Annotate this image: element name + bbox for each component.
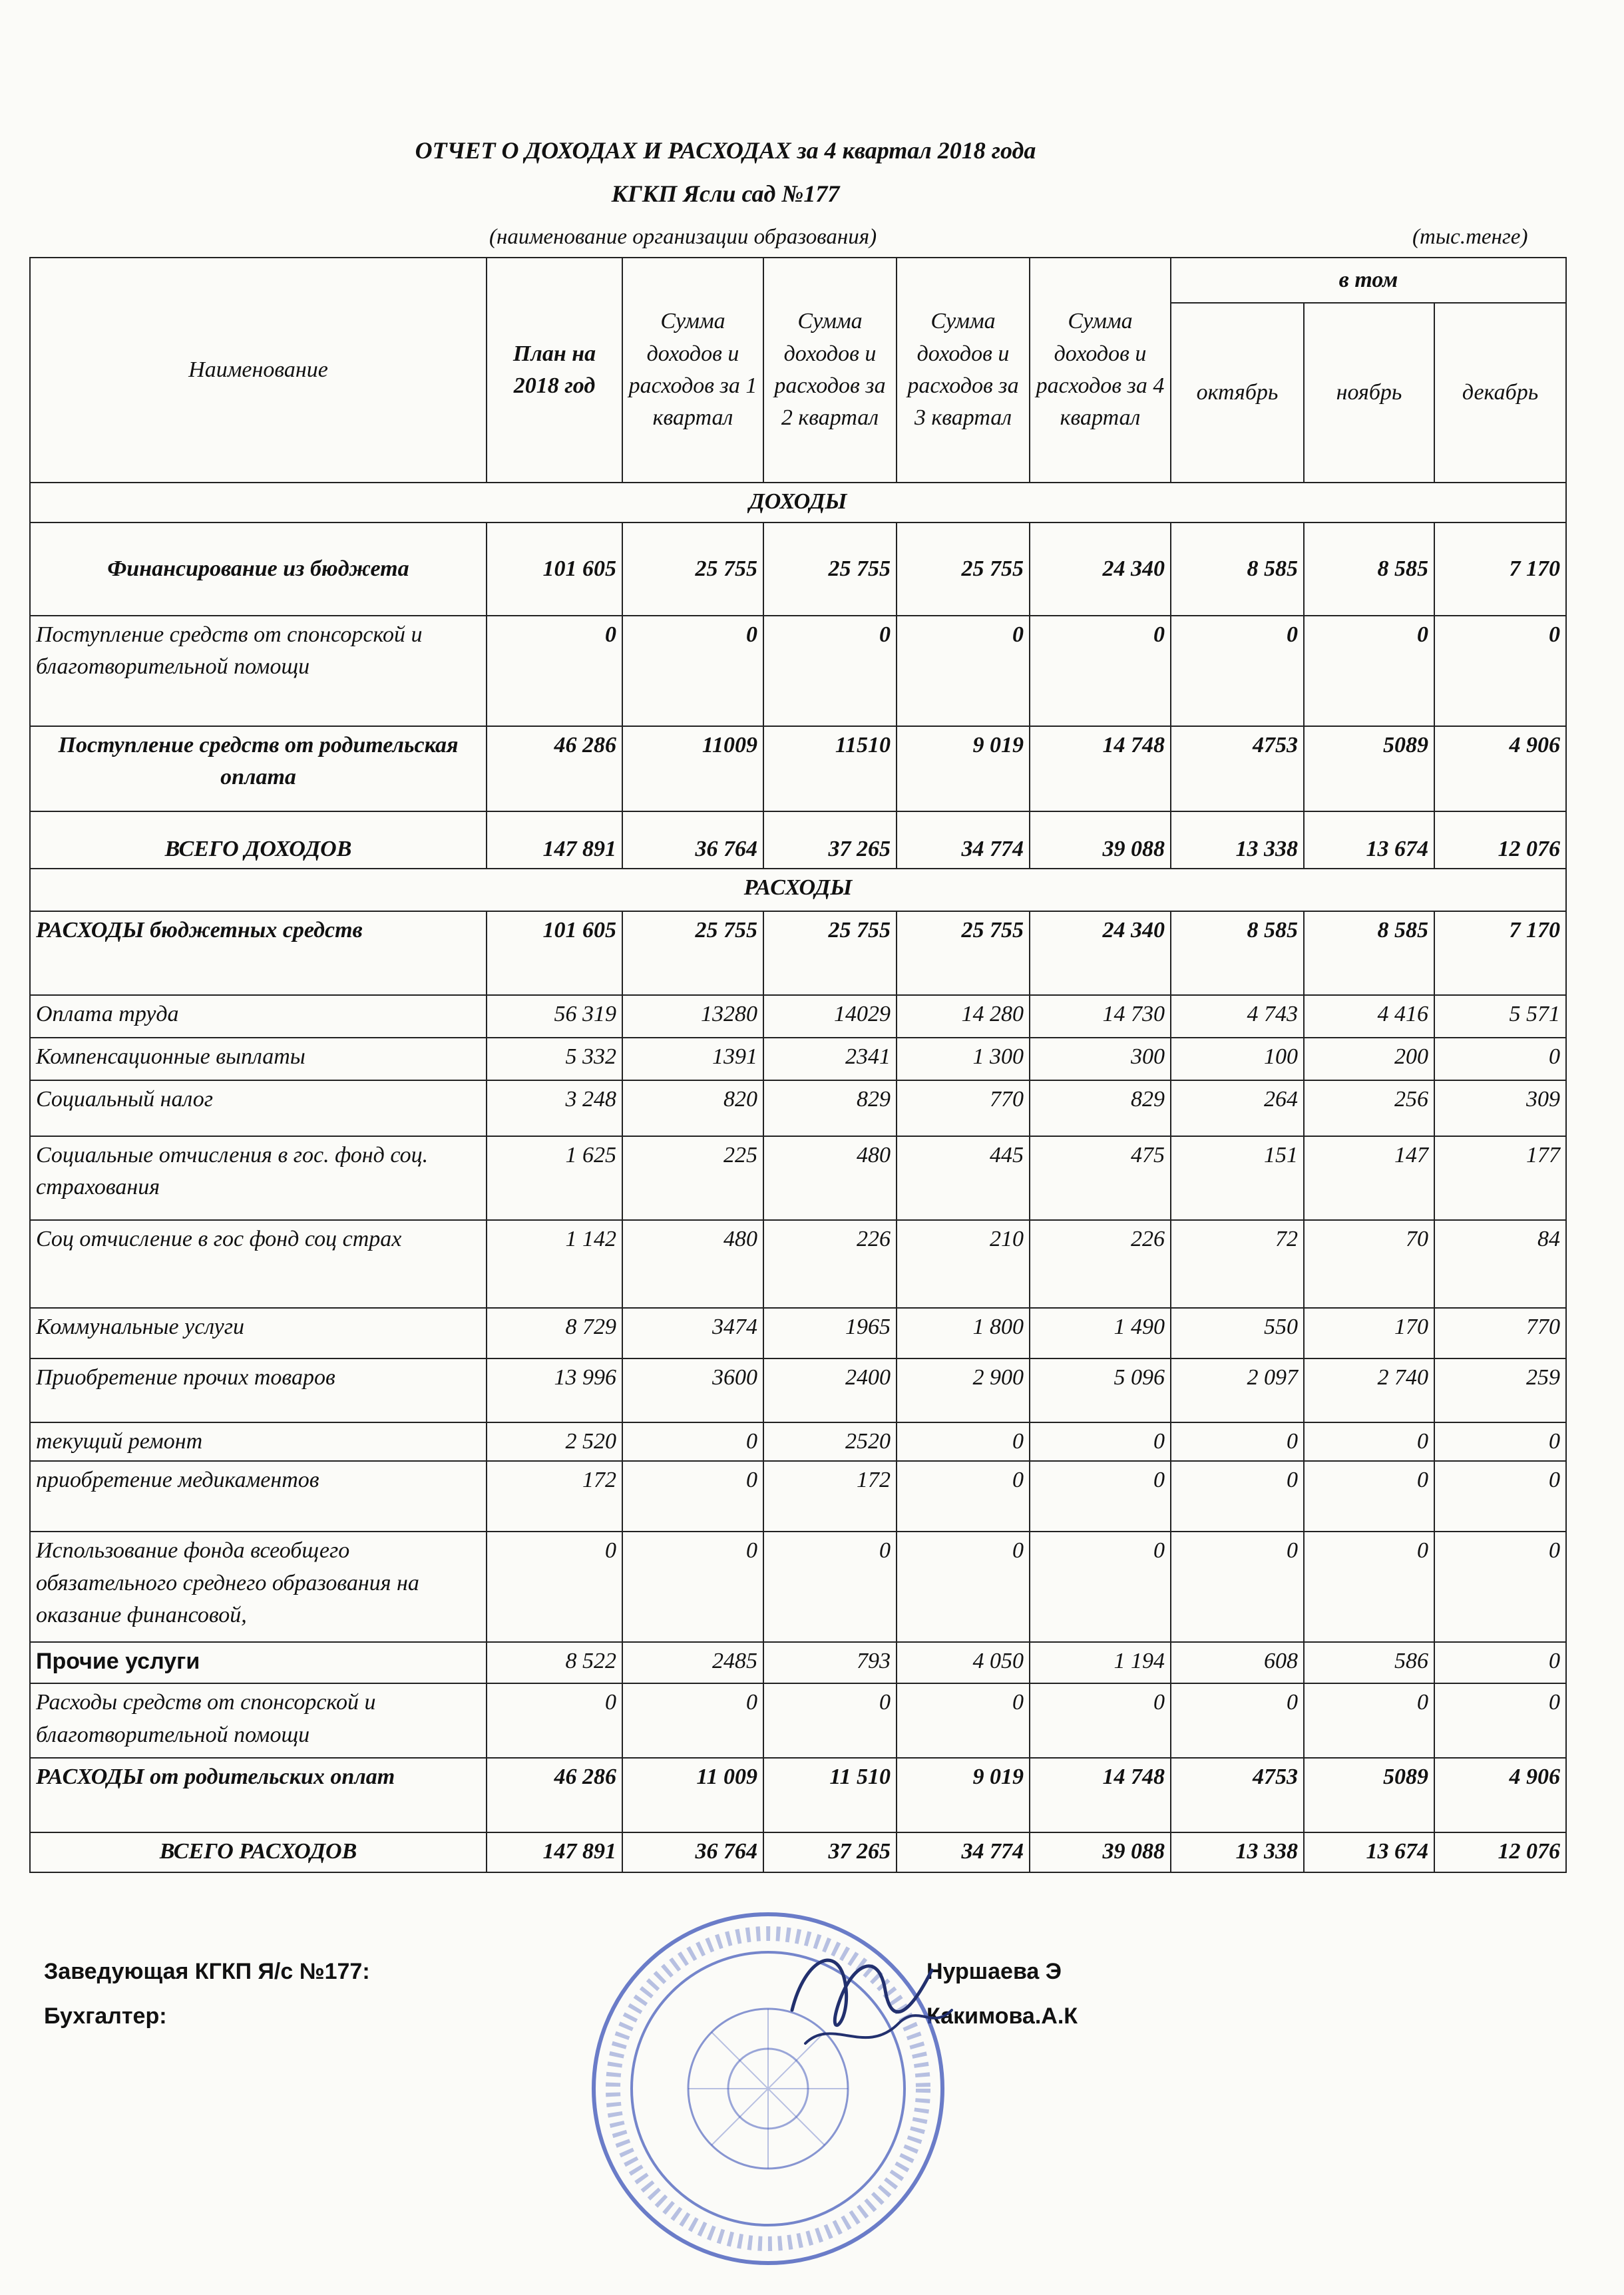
cell: 2 520 xyxy=(487,1422,622,1461)
table-row xyxy=(30,811,1566,869)
cell: 475 xyxy=(1030,1136,1171,1220)
cell: 13 674 xyxy=(1304,1832,1434,1872)
cell: 0 xyxy=(1434,1422,1566,1461)
cell: 3 248 xyxy=(487,1080,622,1136)
cell: 0 xyxy=(1030,1683,1171,1758)
units-label: (тыс.тенге) xyxy=(1412,225,1528,249)
cell: 0 xyxy=(487,616,622,726)
head-name: Нуршаева Э xyxy=(926,1959,1062,1984)
head-signature-label: Заведующая КГКП Я/с №177: xyxy=(44,1959,370,1984)
cell: 0 xyxy=(1434,1642,1566,1683)
cell: 770 xyxy=(1434,1308,1566,1358)
cell: 0 xyxy=(897,616,1030,726)
cell: 7 170 xyxy=(1434,911,1566,995)
table-row xyxy=(30,1758,1566,1832)
cell: 2 900 xyxy=(897,1358,1030,1422)
cell: 550 xyxy=(1171,1308,1304,1358)
row-name: Социальный налог xyxy=(30,1080,487,1136)
income-expense-table xyxy=(29,257,1567,1873)
cell: 0 xyxy=(897,1461,1030,1532)
cell: 0 xyxy=(1030,1461,1171,1532)
cell: 4 416 xyxy=(1304,995,1434,1038)
table-row xyxy=(30,1532,1566,1642)
cell: 3474 xyxy=(622,1308,763,1358)
cell: 25 755 xyxy=(763,522,897,616)
table-row xyxy=(30,1220,1566,1308)
cell: 0 xyxy=(763,616,897,726)
cell: 13 338 xyxy=(1171,1832,1304,1872)
handwritten-signature-icon xyxy=(765,1930,965,2063)
cell: 177 xyxy=(1434,1136,1566,1220)
cell: 4753 xyxy=(1171,726,1304,811)
row-name: Прочие услуги xyxy=(30,1642,487,1683)
accountant-name: Какимова.А.К xyxy=(926,2003,1078,2029)
cell: 37 265 xyxy=(763,1832,897,1872)
cell: 309 xyxy=(1434,1080,1566,1136)
cell: 480 xyxy=(763,1136,897,1220)
cell: 0 xyxy=(1171,1461,1304,1532)
cell: 37 265 xyxy=(763,811,897,869)
cell: 170 xyxy=(1304,1308,1434,1358)
cell: 1 142 xyxy=(487,1220,622,1308)
cell: 8 585 xyxy=(1171,911,1304,995)
cell: 259 xyxy=(1434,1358,1566,1422)
cell: 0 xyxy=(897,1683,1030,1758)
cell: 5 096 xyxy=(1030,1358,1171,1422)
cell: 2 740 xyxy=(1304,1358,1434,1422)
cell: 480 xyxy=(622,1220,763,1308)
cell: 34 774 xyxy=(897,811,1030,869)
table-row xyxy=(30,1308,1566,1358)
col-header-oct: октябрь xyxy=(1171,303,1304,483)
cell: 25 755 xyxy=(897,522,1030,616)
table-row xyxy=(30,1832,1566,1872)
cell: 0 xyxy=(1030,1532,1171,1642)
table-row xyxy=(30,616,1566,726)
cell: 2 097 xyxy=(1171,1358,1304,1422)
cell: 8 585 xyxy=(1304,522,1434,616)
cell: 2400 xyxy=(763,1358,897,1422)
table-row xyxy=(30,1136,1566,1220)
row-name: ВСЕГО РАСХОДОВ xyxy=(30,1832,487,1872)
row-name: ВСЕГО ДОХОДОВ xyxy=(30,811,487,869)
cell: 0 xyxy=(897,1422,1030,1461)
cell: 172 xyxy=(487,1461,622,1532)
row-name: Приобретение прочих товаров xyxy=(30,1358,487,1422)
cell: 0 xyxy=(1030,616,1171,726)
cell: 829 xyxy=(1030,1080,1171,1136)
cell: 0 xyxy=(487,1532,622,1642)
cell: 101 605 xyxy=(487,911,622,995)
row-name: приобретение медикаментов xyxy=(30,1461,487,1532)
cell: 36 764 xyxy=(622,811,763,869)
col-header-nov: ноябрь xyxy=(1304,303,1434,483)
cell: 14 730 xyxy=(1030,995,1171,1038)
row-name: Использование фонда всеобщего обязательного среднего образования на оказание финансовой, xyxy=(30,1532,487,1642)
cell: 2341 xyxy=(763,1038,897,1080)
cell: 0 xyxy=(1304,1683,1434,1758)
cell: 11 510 xyxy=(763,1758,897,1832)
col-header-q4: Сумма доходов и расходов за 4 квартал xyxy=(1030,258,1171,483)
cell: 147 891 xyxy=(487,811,622,869)
cell: 24 340 xyxy=(1030,522,1171,616)
table-row xyxy=(30,1461,1566,1532)
cell: 172 xyxy=(763,1461,897,1532)
table-row xyxy=(30,1038,1566,1080)
cell: 586 xyxy=(1304,1642,1434,1683)
cell: 0 xyxy=(1434,1683,1566,1758)
cell: 256 xyxy=(1304,1080,1434,1136)
cell: 4753 xyxy=(1171,1758,1304,1832)
cell: 264 xyxy=(1171,1080,1304,1136)
cell: 25 755 xyxy=(622,522,763,616)
row-name: Социальные отчисления в гос. фонд соц. страхования xyxy=(30,1136,487,1220)
cell: 7 170 xyxy=(1434,522,1566,616)
organization-name: КГКП Ясли сад №177 xyxy=(611,180,840,207)
cell: 0 xyxy=(1434,616,1566,726)
cell: 151 xyxy=(1171,1136,1304,1220)
cell: 0 xyxy=(1171,616,1304,726)
col-header-plan: План на 2018 год xyxy=(487,258,622,483)
cell: 300 xyxy=(1030,1038,1171,1080)
cell: 0 xyxy=(1030,1422,1171,1461)
cell: 72 xyxy=(1171,1220,1304,1308)
cell: 84 xyxy=(1434,1220,1566,1308)
cell: 13 338 xyxy=(1171,811,1304,869)
row-name: текущий ремонт xyxy=(30,1422,487,1461)
cell: 445 xyxy=(897,1136,1030,1220)
cell: 2520 xyxy=(763,1422,897,1461)
cell: 25 755 xyxy=(622,911,763,995)
cell: 70 xyxy=(1304,1220,1434,1308)
cell: 0 xyxy=(763,1532,897,1642)
cell: 225 xyxy=(622,1136,763,1220)
cell: 14 748 xyxy=(1030,1758,1171,1832)
col-header-dec: декабрь xyxy=(1434,303,1566,483)
section-expenses: РАСХОДЫ xyxy=(30,869,1566,911)
section-income: ДОХОДЫ xyxy=(30,483,1566,522)
cell: 0 xyxy=(1171,1683,1304,1758)
cell: 0 xyxy=(1304,1461,1434,1532)
cell: 3600 xyxy=(622,1358,763,1422)
accountant-signature-label: Бухгалтер: xyxy=(44,2003,167,2029)
cell: 11510 xyxy=(763,726,897,811)
cell: 1 625 xyxy=(487,1136,622,1220)
cell: 0 xyxy=(622,1532,763,1642)
table-row xyxy=(30,1422,1566,1461)
cell: 100 xyxy=(1171,1038,1304,1080)
cell: 0 xyxy=(897,1532,1030,1642)
table-row xyxy=(30,1683,1566,1758)
cell: 56 319 xyxy=(487,995,622,1038)
cell: 147 891 xyxy=(487,1832,622,1872)
cell: 829 xyxy=(763,1080,897,1136)
cell: 101 605 xyxy=(487,522,622,616)
cell: 13280 xyxy=(622,995,763,1038)
cell: 4 743 xyxy=(1171,995,1304,1038)
cell: 4 906 xyxy=(1434,1758,1566,1832)
cell: 1391 xyxy=(622,1038,763,1080)
report-title: ОТЧЕТ О ДОХОДАХ И РАСХОДАХ за 4 квартал 2018 года xyxy=(415,137,1036,164)
cell: 0 xyxy=(1304,616,1434,726)
cell: 200 xyxy=(1304,1038,1434,1080)
cell: 13 996 xyxy=(487,1358,622,1422)
cell: 46 286 xyxy=(487,1758,622,1832)
cell: 36 764 xyxy=(622,1832,763,1872)
table-row xyxy=(30,1358,1566,1422)
cell: 9 019 xyxy=(897,1758,1030,1832)
cell: 5 332 xyxy=(487,1038,622,1080)
cell: 13 674 xyxy=(1304,811,1434,869)
cell: 608 xyxy=(1171,1642,1304,1683)
cell: 5 571 xyxy=(1434,995,1566,1038)
row-name: Поступление средств от родительская оплата xyxy=(30,726,487,811)
cell: 1 194 xyxy=(1030,1642,1171,1683)
table-row xyxy=(30,995,1566,1038)
cell: 9 019 xyxy=(897,726,1030,811)
row-name: Коммунальные услуги xyxy=(30,1308,487,1358)
cell: 210 xyxy=(897,1220,1030,1308)
cell: 226 xyxy=(763,1220,897,1308)
cell: 0 xyxy=(622,1461,763,1532)
cell: 8 585 xyxy=(1304,911,1434,995)
col-header-name: Наименование xyxy=(30,258,487,483)
cell: 2485 xyxy=(622,1642,763,1683)
cell: 8 585 xyxy=(1171,522,1304,616)
cell: 770 xyxy=(897,1080,1030,1136)
row-name: Соц отчисление в гос фонд соц страх xyxy=(30,1220,487,1308)
cell: 0 xyxy=(1434,1532,1566,1642)
cell: 14 748 xyxy=(1030,726,1171,811)
cell: 226 xyxy=(1030,1220,1171,1308)
cell: 0 xyxy=(1171,1422,1304,1461)
cell: 24 340 xyxy=(1030,911,1171,995)
cell: 0 xyxy=(1434,1461,1566,1532)
cell: 8 729 xyxy=(487,1308,622,1358)
cell: 793 xyxy=(763,1642,897,1683)
cell: 0 xyxy=(1171,1532,1304,1642)
cell: 0 xyxy=(622,1422,763,1461)
cell: 11009 xyxy=(622,726,763,811)
cell: 12 076 xyxy=(1434,1832,1566,1872)
row-name: Оплата труда xyxy=(30,995,487,1038)
cell: 34 774 xyxy=(897,1832,1030,1872)
row-name: РАСХОДЫ бюджетных средств xyxy=(30,911,487,995)
cell: 25 755 xyxy=(763,911,897,995)
cell: 14 280 xyxy=(897,995,1030,1038)
cell: 1965 xyxy=(763,1308,897,1358)
table-row xyxy=(30,1642,1566,1683)
cell: 12 076 xyxy=(1434,811,1566,869)
cell: 820 xyxy=(622,1080,763,1136)
cell: 1 800 xyxy=(897,1308,1030,1358)
cell: 4 050 xyxy=(897,1642,1030,1683)
cell: 1 490 xyxy=(1030,1308,1171,1358)
cell: 0 xyxy=(1304,1422,1434,1461)
cell: 5089 xyxy=(1304,1758,1434,1832)
cell: 147 xyxy=(1304,1136,1434,1220)
row-name: Финансирование из бюджета xyxy=(30,522,487,616)
col-header-q3: Сумма доходов и расходов за 3 квартал xyxy=(897,258,1030,483)
cell: 0 xyxy=(622,616,763,726)
row-name: РАСХОДЫ от родительских оплат xyxy=(30,1758,487,1832)
cell: 39 088 xyxy=(1030,811,1171,869)
table-row xyxy=(30,1080,1566,1136)
col-header-in-that: в том xyxy=(1171,258,1566,303)
cell: 11 009 xyxy=(622,1758,763,1832)
cell: 14029 xyxy=(763,995,897,1038)
cell: 46 286 xyxy=(487,726,622,811)
cell: 4 906 xyxy=(1434,726,1566,811)
cell: 1 300 xyxy=(897,1038,1030,1080)
row-name: Расходы средств от спонсорской и благотворительной помощи xyxy=(30,1683,487,1758)
row-name: Поступление средств от спонсорской и благотворительной помощи xyxy=(30,616,487,726)
cell: 0 xyxy=(487,1683,622,1758)
table-row xyxy=(30,911,1566,995)
cell: 0 xyxy=(763,1683,897,1758)
cell: 0 xyxy=(622,1683,763,1758)
table-row xyxy=(30,522,1566,616)
cell: 0 xyxy=(1434,1038,1566,1080)
cell: 39 088 xyxy=(1030,1832,1171,1872)
cell: 25 755 xyxy=(897,911,1030,995)
cell: 8 522 xyxy=(487,1642,622,1683)
cell: 5089 xyxy=(1304,726,1434,811)
organization-caption: (наименование организации образования) xyxy=(489,225,877,249)
table-row xyxy=(30,726,1566,811)
cell: 0 xyxy=(1304,1532,1434,1642)
col-header-q1: Сумма доходов и расходов за 1 квартал xyxy=(622,258,763,483)
row-name: Компенсационные выплаты xyxy=(30,1038,487,1080)
col-header-q2: Сумма доходов и расходов за 2 квартал xyxy=(763,258,897,483)
